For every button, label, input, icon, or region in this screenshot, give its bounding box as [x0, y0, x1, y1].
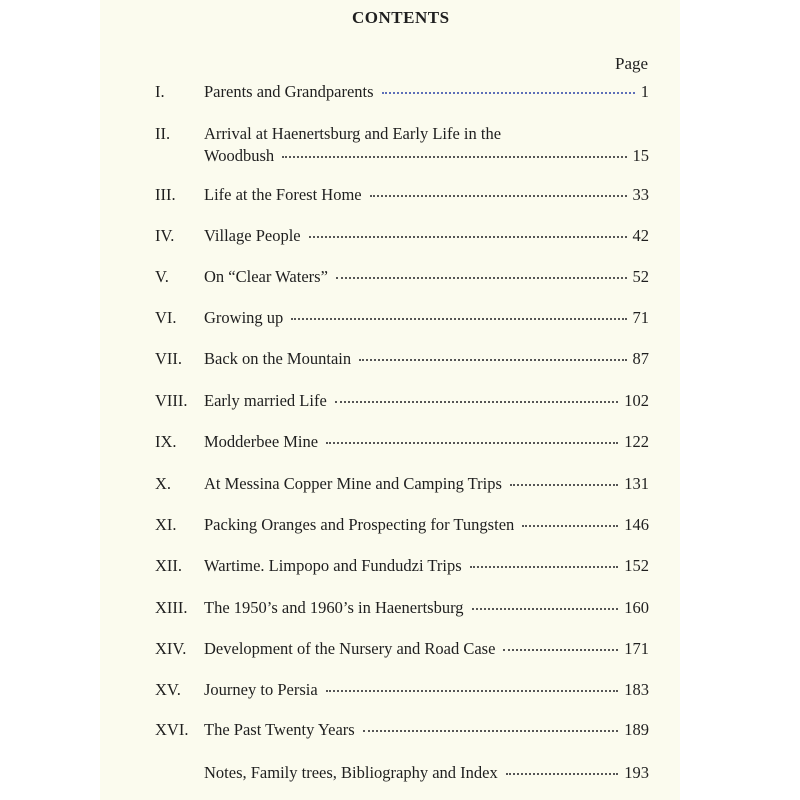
- chapter-title: On “Clear Waters”: [204, 267, 328, 286]
- page-number: 122: [624, 432, 649, 451]
- chapter-title: At Messina Copper Mine and Camping Trips: [204, 474, 502, 493]
- page-title: CONTENTS: [352, 8, 450, 27]
- chapter-title: Packing Oranges and Prospecting for Tungsten: [204, 515, 515, 534]
- chapter-title-line1: Arrival at Haenertsburg and Early Life in the: [204, 124, 502, 143]
- dot-leader: [282, 154, 626, 158]
- chapter-title: The 1950’s and 1960’s in Haenertsburg: [204, 598, 464, 617]
- dot-leader: [309, 234, 627, 238]
- dot-leader: [336, 275, 627, 279]
- dot-leader: [510, 482, 618, 486]
- chapter-number: XVI.: [155, 720, 189, 739]
- dot-leader: [506, 771, 619, 775]
- dot-leader: [382, 90, 635, 94]
- dot-leader: [326, 440, 618, 444]
- page-number: 160: [624, 598, 649, 617]
- contents-page: [100, 0, 680, 800]
- chapter-number: XI.: [155, 515, 177, 534]
- page-number: 146: [624, 515, 649, 534]
- chapter-title: Village People: [204, 226, 301, 245]
- chapter-number: IV.: [155, 226, 175, 245]
- dot-leader: [291, 316, 626, 320]
- chapter-title: Modderbee Mine: [204, 432, 319, 451]
- page-number: 102: [624, 391, 649, 410]
- chapter-number: I.: [155, 82, 165, 101]
- page-column-label: Page: [615, 54, 649, 73]
- page-number: 71: [632, 308, 649, 327]
- page-number: 152: [624, 556, 649, 575]
- chapter-number: XIV.: [155, 639, 187, 658]
- chapter-number: X.: [155, 474, 172, 493]
- dot-leader: [370, 193, 627, 197]
- dot-leader: [522, 523, 618, 527]
- chapter-number: V.: [155, 267, 169, 286]
- page-number: 33: [632, 185, 649, 204]
- chapter-title: Life at the Forest Home: [204, 185, 362, 204]
- chapter-number: II.: [155, 124, 171, 143]
- dot-leader: [472, 606, 619, 610]
- page-number: 87: [632, 349, 649, 368]
- chapter-title: Development of the Nursery and Road Case: [204, 639, 496, 658]
- chapter-number: VI.: [155, 308, 177, 327]
- page-number: 15: [632, 146, 649, 165]
- page-number: 193: [624, 763, 649, 782]
- chapter-title: Journey to Persia: [204, 680, 318, 699]
- chapter-number: VII.: [155, 349, 183, 368]
- chapter-title: Wartime. Limpopo and Fundudzi Trips: [204, 556, 462, 575]
- dot-leader: [359, 357, 626, 361]
- chapter-number: IX.: [155, 432, 177, 451]
- dot-leader: [503, 647, 618, 651]
- chapter-number: VIII.: [155, 391, 188, 410]
- page-number: 1: [640, 82, 649, 101]
- chapter-number: XV.: [155, 680, 181, 699]
- dot-leader: [470, 564, 619, 568]
- page-number: 171: [624, 639, 649, 658]
- dot-leader: [335, 399, 618, 403]
- chapter-title: The Past Twenty Years: [204, 720, 355, 739]
- page-number: 131: [624, 474, 649, 493]
- dot-leader: [326, 688, 619, 692]
- chapter-number: XIII.: [155, 598, 188, 617]
- chapter-number: XII.: [155, 556, 183, 575]
- page-number: 42: [632, 226, 649, 245]
- dot-leader: [363, 728, 619, 732]
- chapter-number: III.: [155, 185, 176, 204]
- chapter-title: Growing up: [204, 308, 284, 327]
- chapter-title: Notes, Family trees, Bibliography and Index: [204, 763, 498, 782]
- chapter-title: Back on the Mountain: [204, 349, 352, 368]
- chapter-title: Woodbush: [204, 146, 275, 165]
- page-number: 189: [624, 720, 649, 739]
- chapter-title: Early married Life: [204, 391, 327, 410]
- page-number: 52: [632, 267, 649, 286]
- page-number: 183: [624, 680, 649, 699]
- chapter-title: Parents and Grandparents: [204, 82, 374, 101]
